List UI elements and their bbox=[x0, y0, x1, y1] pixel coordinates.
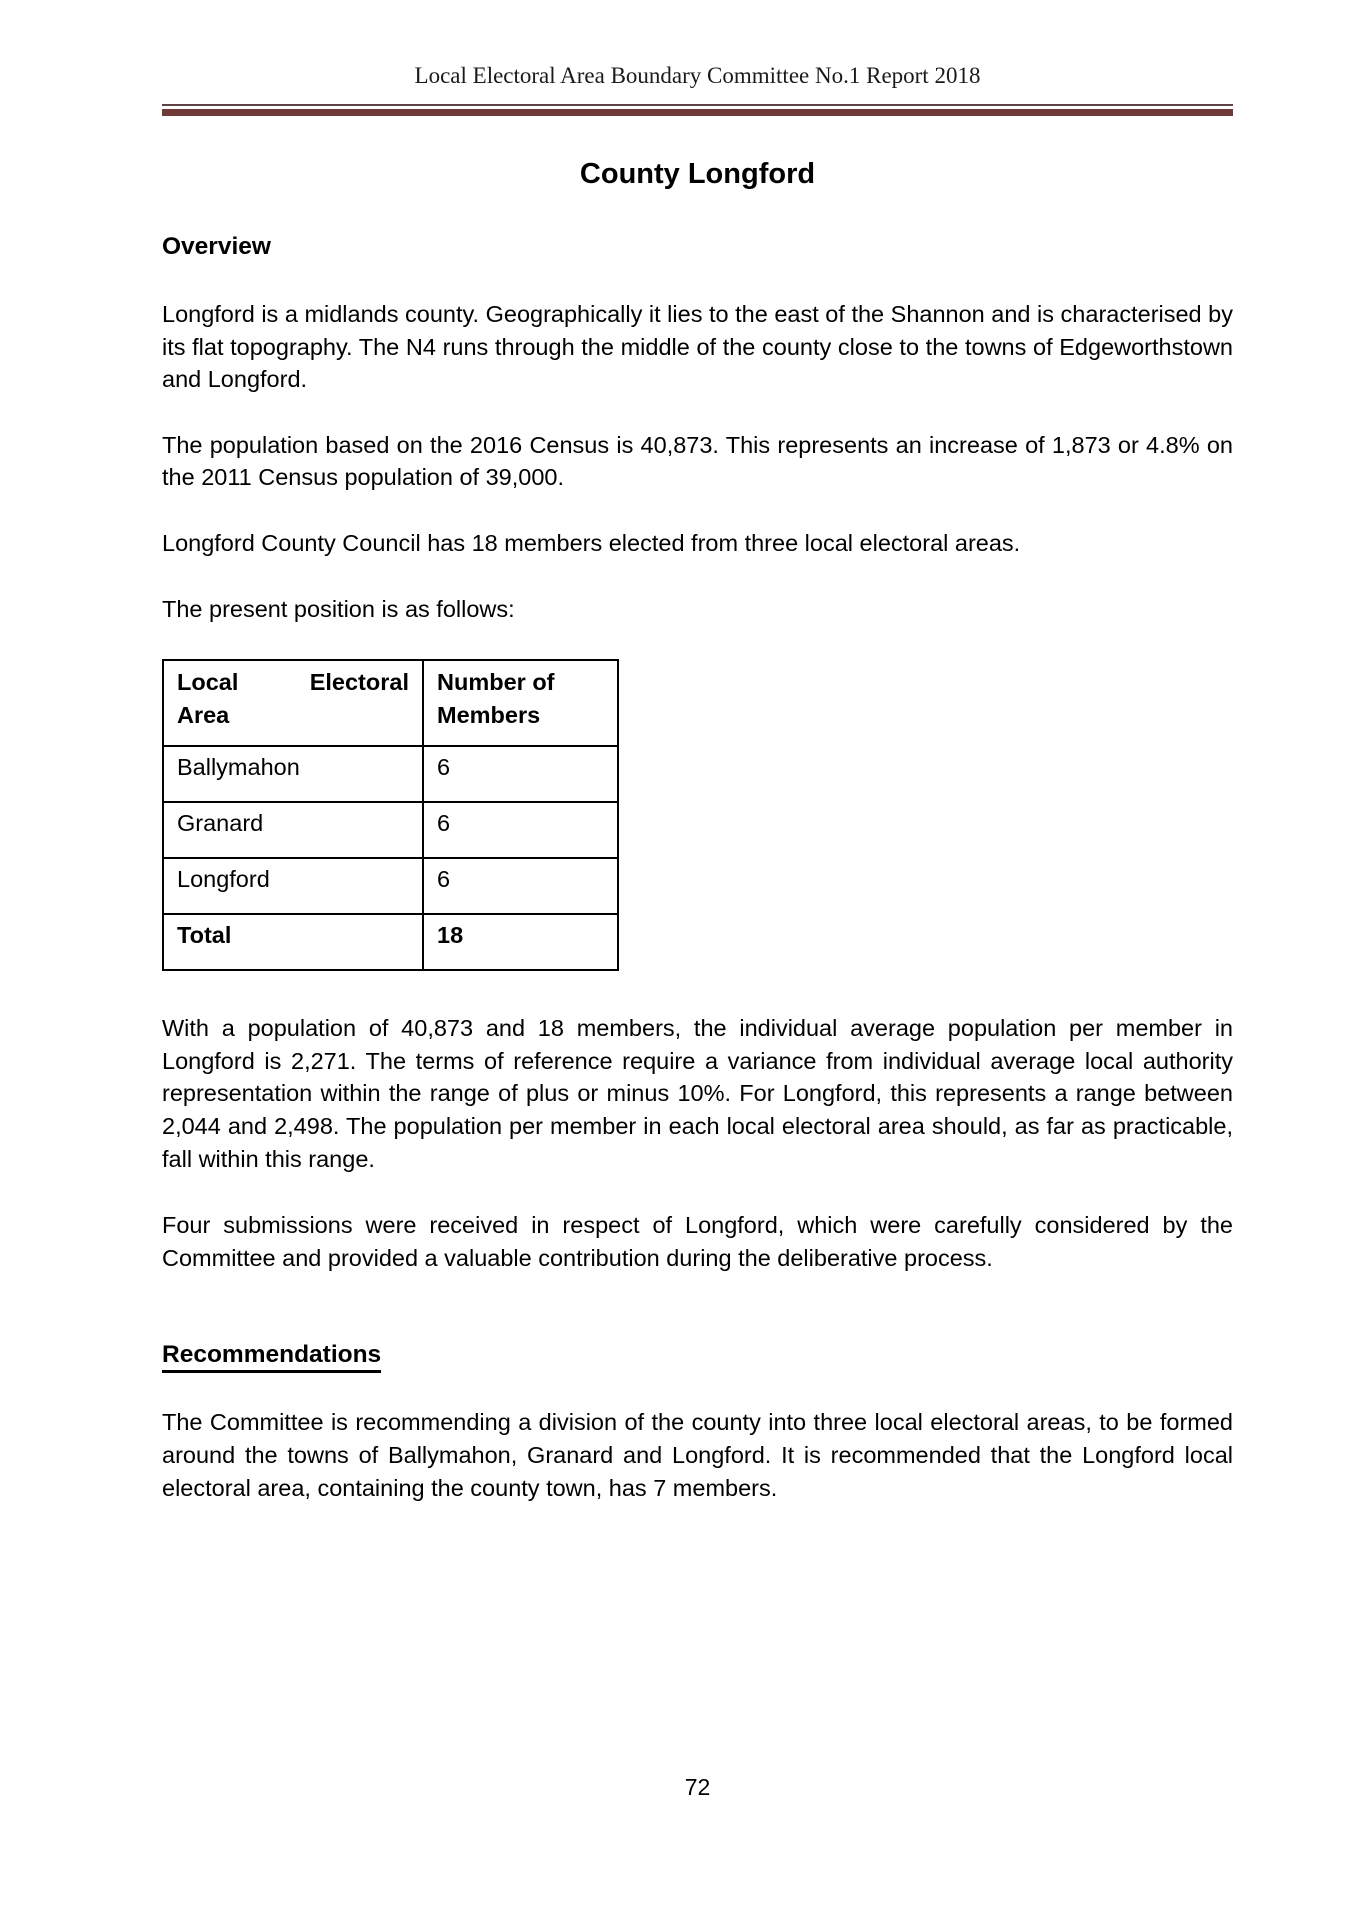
page-number: 72 bbox=[684, 1774, 711, 1801]
para-submissions: Four submissions were received in respect of Longford, which were carefully considered by the Committee and provided a valuable contribution during the deliberative process. bbox=[162, 1212, 1233, 1271]
para-intro: Longford is a midlands county. Geographically it lies to the east of the Shannon and is characterised by its flat topography. The N4 runs through the middle of the county close to the towns of Edgeworthstown and Longford. bbox=[162, 301, 1233, 393]
table-header-area-word2: Electoral bbox=[309, 669, 409, 696]
total-value-cell: 18 bbox=[423, 914, 618, 970]
running-header: Local Electoral Area Boundary Committee No.1 Report 2018 bbox=[414, 63, 981, 88]
table-header-area-line1 bbox=[177, 666, 409, 699]
area-cell: Ballymahon bbox=[163, 746, 423, 802]
para-population: The population based on the 2016 Census is 40,873. This represents an increase of 1,873 or 4.8% on the 2011 Census population of 39,000. bbox=[162, 431, 1233, 491]
table-row bbox=[163, 858, 618, 914]
para-present-position: The present position is as follows: bbox=[162, 595, 515, 622]
table-total-row bbox=[163, 914, 618, 970]
page-content bbox=[162, 0, 1233, 1802]
members-table bbox=[162, 659, 619, 971]
page-title: County Longford bbox=[579, 158, 816, 190]
table-header-row bbox=[163, 660, 618, 746]
para-average-population: With a population of 40,873 and 18 members, the individual average population per member in Longford is 2,271. The terms of reference require a variance from individual average local authority representation within the range of plus or minus 10%. For Longford, this represents a range between 2,044 and 2,498. The population per member in each local electoral area should, as far as practicable, fall within this range. bbox=[162, 1015, 1233, 1172]
recommendations-heading-text: Recommendations bbox=[162, 1341, 381, 1373]
overview-heading: Overview bbox=[162, 233, 271, 260]
members-cell: 6 bbox=[423, 858, 618, 914]
table-row bbox=[163, 746, 618, 802]
members-cell: 6 bbox=[423, 746, 618, 802]
table-row bbox=[163, 802, 618, 858]
members-cell: 6 bbox=[423, 802, 618, 858]
para-recommendation: The Committee is recommending a division of the county into three local electoral areas, to be formed around the towns of Ballymahon, Granard and Longford. It is recommended that the Longford local electoral area, containing the county town, has 7 members. bbox=[162, 1409, 1233, 1501]
table-header-members: Number of Members bbox=[423, 660, 618, 746]
area-cell: Granard bbox=[163, 802, 423, 858]
area-cell: Longford bbox=[163, 858, 423, 914]
total-label-cell: Total bbox=[163, 914, 423, 970]
table-header-area-word1: Local bbox=[177, 669, 239, 696]
recommendations-heading bbox=[162, 1340, 1233, 1370]
header-rule bbox=[162, 104, 1233, 116]
table-header-area bbox=[163, 660, 423, 746]
para-council: Longford County Council has 18 members elected from three local electoral areas. bbox=[162, 529, 1021, 556]
header-rule-bar bbox=[162, 109, 1233, 116]
table-header-area-line2: Area bbox=[177, 702, 230, 729]
